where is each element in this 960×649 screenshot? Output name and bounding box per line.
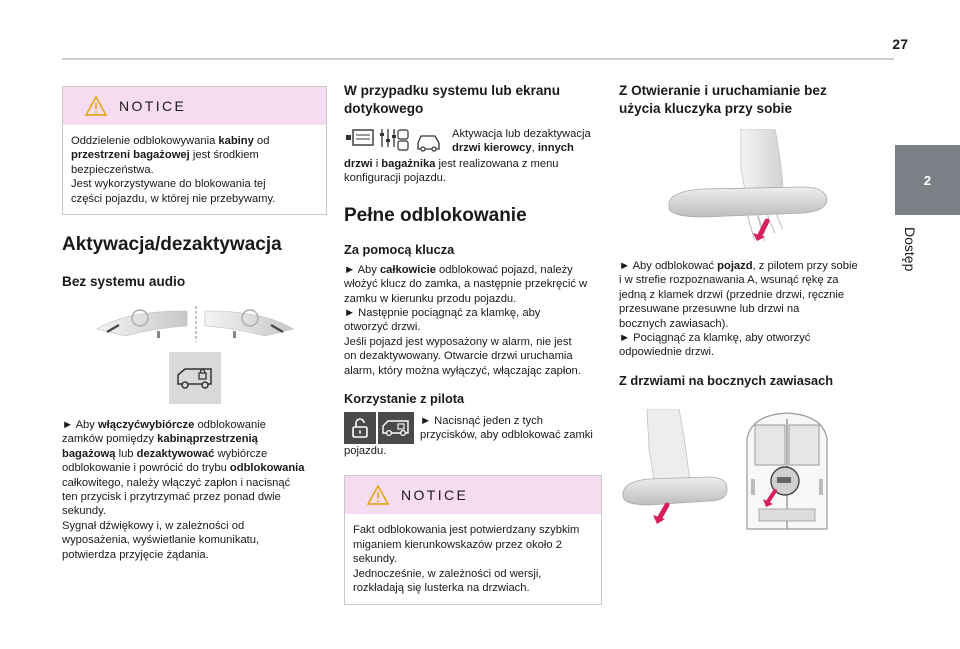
remote-text-tail: pojazdu. — [344, 445, 387, 458]
notice-title: NOTICE — [119, 98, 187, 114]
hand-handle-illustration-2 — [619, 409, 729, 534]
touch-screen-text: drzwi i bagażnika jest realizowana z menu konfiguracji pojazdu. — [344, 158, 559, 185]
remote-text-right: ► Nacisnąć jeden z tych przycisków, aby odblokować zamki — [420, 415, 593, 442]
van-rear-doors-illustration — [737, 409, 837, 534]
hinged-doors-subheading: Z drzwiami na bocznych zawiasach — [619, 372, 834, 388]
remote-row — [344, 412, 602, 444]
body-text: ► Aby włączyćwybiórcze odblokowanie zamków pomiędzy kabinąprzestrzenią bagażową lub dezaktywować wybiórcze odblokowanie i powrócić do trybu odblokowania całkowitego, należy włączyć zapłon i nacisnąć ten przycisk i przytrzymać przez ponad dwie sekundy. Sygnał dźwiękowy i, w zależności od wyposażenia, wyświetlanie komunikatu, potwierdza przyjęcie żądania. — [62, 419, 305, 561]
door-lock-buttons-illustration — [95, 304, 295, 344]
dashboard-figure — [62, 304, 327, 344]
column-1 — [62, 82, 327, 562]
key-text: ► Aby całkowicie odblokować pojazd, należy włożyć klucz do zamka, a następnie przekręcić w zamku w kierunku przodu pojazdu. ► Następnie pociągnąć za klamkę, aby otworzyć drzwi. Jeśli pojazd jest wyposażony w alarm, nie jest on dezaktywowany. Otwarcie drzwi uruchamia alarm, który można wyłączyć, włączając zapłon. — [344, 263, 588, 377]
full-unlock-heading: Pełne odblokowanie — [344, 204, 527, 226]
notice-body — [63, 125, 326, 214]
notice-box — [62, 86, 327, 215]
hand-door-handle-illustration — [663, 129, 833, 245]
section-heading: Aktywacja/dezaktywacja — [62, 234, 282, 256]
notice-box-2 — [344, 475, 602, 604]
touch-screen-text-right: Aktywacja lub dezaktywacja drzwi kierowcy, innych — [452, 128, 591, 155]
touch-screen-heading: W przypadku systemu lub ekranu dotykowego — [344, 83, 561, 116]
selective-unlock-button[interactable] — [169, 352, 221, 404]
touchscreen-menu-icons — [344, 127, 446, 157]
keyless-text: ► Aby odblokować pojazd, z pilotem przy sobie i w strefie rozpoznawania A, wsunąć rękę za jedną z klamek drzwi (przednie drzwi, ręcznie przesuwane przesuwne lub drzwi na bocznych zawiasach). ► Pociągnąć za klamkę, aby otworzyć odpowiednie drzwi. — [619, 260, 858, 359]
keyless-heading: Z Otwieranie i uruchamianie bez użycia kluczyka przy sobie — [619, 83, 827, 116]
hinged-doors-figure — [619, 409, 877, 534]
key-subheading: Za pomocą klucza — [344, 241, 455, 257]
notice-header — [63, 87, 326, 125]
remote-subheading: Korzystanie z pilota — [344, 391, 465, 407]
column-2 — [344, 82, 602, 605]
chapter-tab[interactable]: 2 — [895, 145, 960, 215]
chapter-label-text: Dostęp — [902, 227, 918, 272]
page-number: 27 — [892, 36, 908, 52]
button-figure — [62, 352, 327, 404]
notice-text-2: Fakt odblokowania jest potwierdzany szybkim miganiem kierunkowskazów przez około 2 sekundy. Jednocześnie, w zależności od wersji, rozkładają się lusterka na drzwiach. — [353, 524, 580, 595]
subsection-heading: Bez systemu audio — [62, 274, 186, 290]
notice-body-2 — [345, 514, 601, 603]
notice-text: Oddzielenie odblokowywania kabiny od przestrzeni bagażowej jest środkiem bezpieczeństwa. Jest wykorzystywane do blokowania tej części pojazdu, w której nie przebywamy. — [71, 135, 276, 205]
remote-van-unlock-button[interactable] — [378, 412, 414, 444]
top-rule — [62, 58, 894, 60]
chapter-label — [880, 215, 940, 285]
notice-title-2: NOTICE — [401, 487, 469, 504]
unlock-padlock-icon — [351, 417, 369, 439]
touch-screen-row — [344, 127, 602, 157]
warning-icon — [85, 96, 107, 116]
column-3 — [619, 82, 877, 534]
warning-icon — [367, 485, 389, 505]
remote-unlock-button[interactable] — [344, 412, 376, 444]
hand-handle-figure — [619, 129, 877, 245]
van-unlock-icon — [381, 418, 411, 438]
van-lock-icon — [175, 364, 215, 392]
notice-header-2 — [345, 476, 601, 514]
